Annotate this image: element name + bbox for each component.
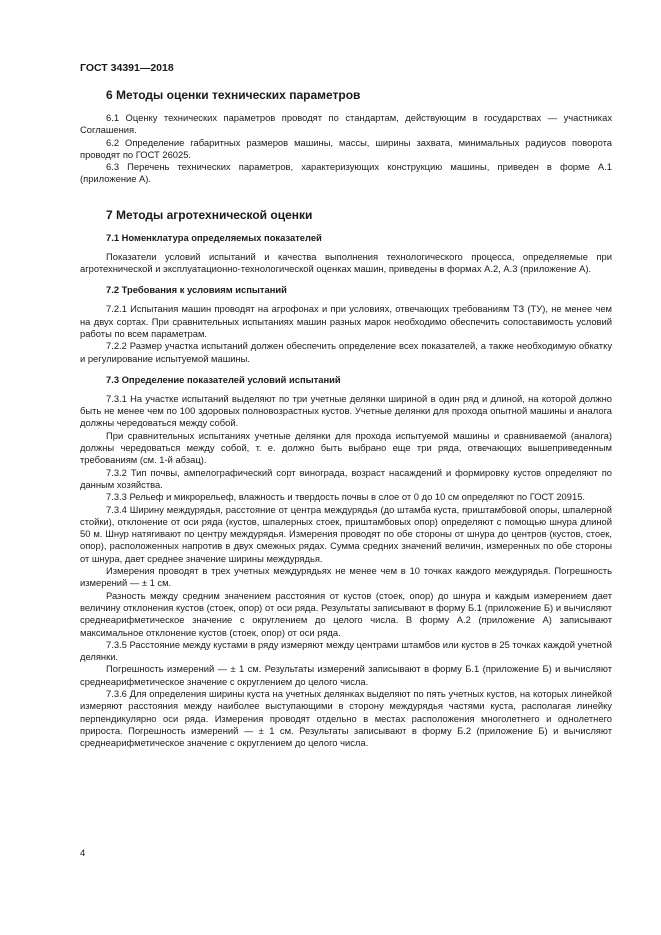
paragraph: 7.3.1 На участке испытаний выделяют по три учетные делянки шириной в один ряд и длиной, на которой должно быть не менее чем по 100 здоровых полновозрастных кустов. Учетные делянки для прохода опытной машины и аналога должны чередоваться между собой.: [80, 392, 612, 429]
paragraph: 7.2.1 Испытания машин проводят на агрофонах и при условиях, отвечающих требованиям ТЗ (ТУ), не менее чем на двух сортах. При сравнительных испытаниях машин разных марок необходимо обеспечить сопоставимость условий работы по всем параметрам.: [80, 303, 612, 339]
paragraph: 7.3.2 Тип почвы, ампелографический сорт винограда, возраст насаждений и формировку кустов определяют по данным хозяйства.: [80, 466, 612, 490]
paragraph: 6.1 Оценку технических параметров проводят по стандартам, действующим в государствах — участниках Соглашения.: [80, 112, 612, 136]
subsection-title: 7.3 Определение показателей условий испытаний: [106, 373, 341, 385]
document-body: [80, 88, 612, 758]
subsection-7-2: [80, 284, 612, 364]
document-code-header: ГОСТ 34391—2018: [80, 62, 174, 74]
subsection-title: 7.2 Требования к условиям испытаний: [106, 284, 287, 296]
paragraph: 7.3.3 Рельеф и микрорельеф, влажность и твердость почвы в слое от 0 до 10 см определяют по ГОСТ 20915.: [106, 491, 586, 503]
subsection-title: 7.1 Номенклатура определяемых показателей: [106, 231, 322, 243]
page-number: 4: [80, 848, 86, 859]
paragraph: Измерения проводят в трех учетных междурядьях не менее чем в 10 точках каждого междурядья. Погрешность измерений — ± 1 см.: [80, 565, 612, 589]
paragraph: Показатели условий испытаний и качества выполнения технологического процесса, определяемые при агротехнической и эксплуатационно-технологической оценках машин, приведены в формах А.2, А.3 (приложение А).: [80, 250, 612, 275]
paragraph: 7.3.4 Ширину междурядья, расстояние от центра междурядья (до штамба куста, приштамбовой опоры, шпалерной стойки), отклонение от оси ряда (кустов, шпалерных стоек, приштамбовых опор) определяют с помощью шнура длиной 50 м. Шнур натягивают по центру междурядья. Измерения проводят по обе стороны от шнура до центров (кустов, стоек, опор), расположенных напротив в двух смежных рядах. Сумма средних значений величин, измеренных по обе стороны от шнура, дает среднее значение ширины междурядья.: [80, 503, 612, 564]
section-title: 6 Методы оценки технических параметров: [106, 88, 361, 102]
paragraph: При сравнительных испытаниях учетные делянки для прохода испытуемой машины и сравниваемой (аналога) должны чередоваться между собой, т. е. должно быть выбрано еще три ряда, отвечающих вышеприведенным требованиям (см. 1-й абзац).: [80, 429, 612, 466]
paragraph: 7.3.5 Расстояние между кустами в ряду измеряют между центрами штамбов или кустов в 25 точках каждой учетной делянки.: [80, 638, 613, 663]
paragraph: 7.2.2 Размер участка испытаний должен обеспечить определение всех показателей, а также необходимую обкатку и регулирование испытуемой машины.: [80, 340, 612, 364]
paragraph: Погрешность измерений — ± 1 см. Результаты измерений записывают в форму Б.1 (приложение Б) и вычисляют среднеарифметическое значение с округлением до целого числа.: [80, 663, 612, 687]
section-title: 7 Методы агротехнической оценки: [106, 207, 313, 222]
subsection-7-3: [80, 374, 612, 750]
section-6: [80, 88, 612, 186]
subsection-7-1: [80, 232, 612, 276]
paragraph: 6.3 Перечень технических параметров, характеризующих конструкцию машины, приведен в форме А.1 (приложение А).: [80, 161, 612, 185]
section-7: [80, 208, 612, 750]
paragraph: 7.3.6 Для определения ширины куста на учетных делянках выделяют по пять учетных кустов, на которых линейкой измеряют расстояния между наиболее выступающими в сторону междурядья частями куста, располагая линейку перпендикулярно оси ряда. Измерения проводят отдельно в местах расположения многолетнего и однолетнего прироста. Погрешность измерений — ± 1 см. Результаты записывают в форму Б.2 (приложение Б) и вычисляют среднеарифметическое значение с округлением до целого числа.: [80, 687, 612, 749]
paragraph: 6.2 Определение габаритных размеров машины, массы, ширины захвата, минимальных радиусов поворота проводят по ГОСТ 26025.: [80, 136, 612, 160]
paragraph: Разность между средним значением расстояния от кустов (стоек, опор) до шнура и каждым измерением дает величину отклонения кустов (стоек, опор) от оси ряда. Результаты записывают в форму Б.1 (приложение Б) и вычисляют среднеарифметическое значение с округлением до целого числа. В форму А.2 (приложение А) записывают максимальное отклонение кустов (стоек, опор) от оси ряда.: [80, 589, 612, 638]
